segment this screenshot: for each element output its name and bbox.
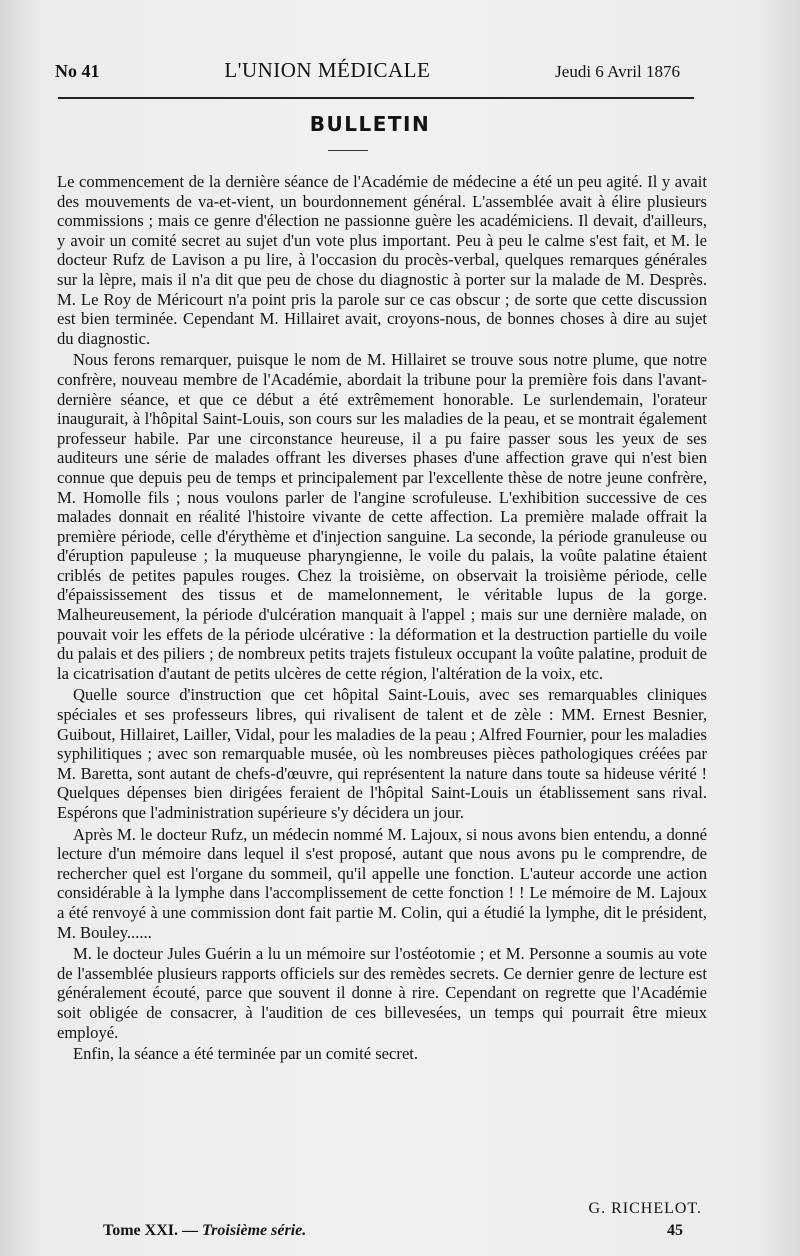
paragraph-3: Quelle source d'instruction que cet hôpital Saint-Louis, avec ses remarquables cliniques spéciales et ses professeurs libres, qui rivalisent de talent et de zèle : MM. Ernest Besnier, Guibout, Hillairet, Lailler, Vidal, pour les maladies de la peau ; Alfred Fournier, pour les maladies syphilitiques ; avec son remarquable musée, où les nombreuses pièces pathologiques créées par M. Baretta, sont autant de chefs-d'œuvre, qui représentent la nature dans toute sa hideuse vérité ! Quelques dépenses bien dirigées feraient de l'hôpital Saint-Louis un établissement sans rival. Espérons que l'administration supérieure s'y décidera un jour. [57, 685, 707, 822]
volume-label: Tome XXI. — [103, 1222, 198, 1239]
page-header [55, 58, 680, 88]
series-label: Troisième série. [201, 1222, 307, 1239]
author-signature: G. RICHELOT. [588, 1200, 702, 1217]
paragraph-6: Enfin, la séance a été terminée par un comité secret. [73, 1044, 419, 1064]
paragraph-1: Le commencement de la dernière séance de l'Académie de médecine a été un peu agité. Il y avait des mouvements de va-et-vient, un bourdonnement général. L'assemblée avait à élire plusieurs commissions ; mais ce genre d'élection ne passionne guère les académiciens. Il devait, d'ailleurs, y avoir un comité secret au sujet d'un vote plus important. Peu à peu le calme s'est fait, et M. le docteur Rufz de Lavison a pu lire, à l'occasion du procès-verbal, quelques remarques générales sur la lèpre, mais il n'a dit que peu de chose du diagnostic à porter sur la malade de M. Desprès. M. Le Roy de Méricourt n'a point pris la parole sur ce cas obscur ; de sorte que cette discussion est bien terminée. Cependant M. Hillairet avait, croyons-nous, de bonnes choses à dire au sujet du diagnostic. [57, 172, 707, 348]
issue-date: Jeudi 6 Avril 1876 [555, 62, 680, 81]
paragraph-2: Nous ferons remarquer, puisque le nom de M. Hillairet se trouve sous notre plume, que notre confrère, nouveau membre de l'Académie, abordait la tribune pour la première fois dans l'avant-dernière séance, et que ce début a été extrêmement honorable. Le surlendemain, l'orateur inaugurait, à l'hôpital Saint-Louis, son cours sur les maladies de la peau, et se montrait également professeur habile. Par une circonstance heureuse, il a pu faire passer sous les yeux de ses auditeurs une série de malades offrant les diverses phases d'une affection grave qui n'est bien connue que depuis peu de temps et principalement par l'excellente thèse de notre jeune confrère, M. Homolle fils ; nous voulons parler de l'angine scrofuleuse. L'exhibition successive de ces malades donnait en réalité l'histoire vivante de cette affection. La première malade offrait la première période, celle d'érythème et d'injection sanguine. La seconde, la période granuleuse ou d'éruption papuleuse ; la muqueuse pharyngienne, le voile du palais, la voûte palatine étaient criblés de petites papules rouges. Chez la troisième, on observait la troisième période, celle d'épaississement des tissus et de mamelonnement, le véritable lupus de la gorge. Malheureusement, la période d'ulcération manquait à l'appel ; mais sur une dernière malade, on pouvait voir les effets de la période ulcérative : la déformation et la destruction partielle du voile du palais et des piliers ; de nombreux petits trajets fistuleux occupant la voûte palatine, produit de la cicatrisation d'autant de petits ulcères de cette région, l'altération de la voix, etc. [57, 350, 707, 683]
page-number: 45 [667, 1222, 683, 1239]
paragraph-5: M. le docteur Jules Guérin a lu un mémoire sur l'ostéotomie ; et M. Personne a soumis au vote de l'assemblée plusieurs rapports officiels sur des remèdes secrets. Ce dernier genre de lecture est généralement écouté, parce que souvent il donne à rire. Cependant on regrette que l'Académie soit obligée de consacrer, à l'audition de ces billevesées, un temps qui pourrait être mieux employé. [57, 944, 707, 1042]
page-footer [103, 1222, 683, 1240]
header-rule [58, 97, 694, 99]
article-body [57, 172, 707, 1066]
title-divider [328, 150, 368, 151]
issue-number: No 41 [55, 61, 100, 81]
journal-title: L'UNION MÉDICALE [224, 58, 431, 82]
paragraph-4: Après M. le docteur Rufz, un médecin nommé M. Lajoux, si nous avons bien entendu, a donné lecture d'un mémoire dans lequel il s'est proposé, autant que nous avons pu le comprendre, de rechercher quel est l'organe du sommeil, qu'il appelle une fonction. L'auteur accorde une action considérable à la lymphe dans l'accomplissement de cette fonction ! ! Le mémoire de M. Lajoux a été renvoyé à une commission dont fait partie M. Colin, qui a étudié la lymphe, dit le président, M. Bouley...... [57, 824, 707, 942]
section-title: BULLETIN [309, 112, 431, 136]
